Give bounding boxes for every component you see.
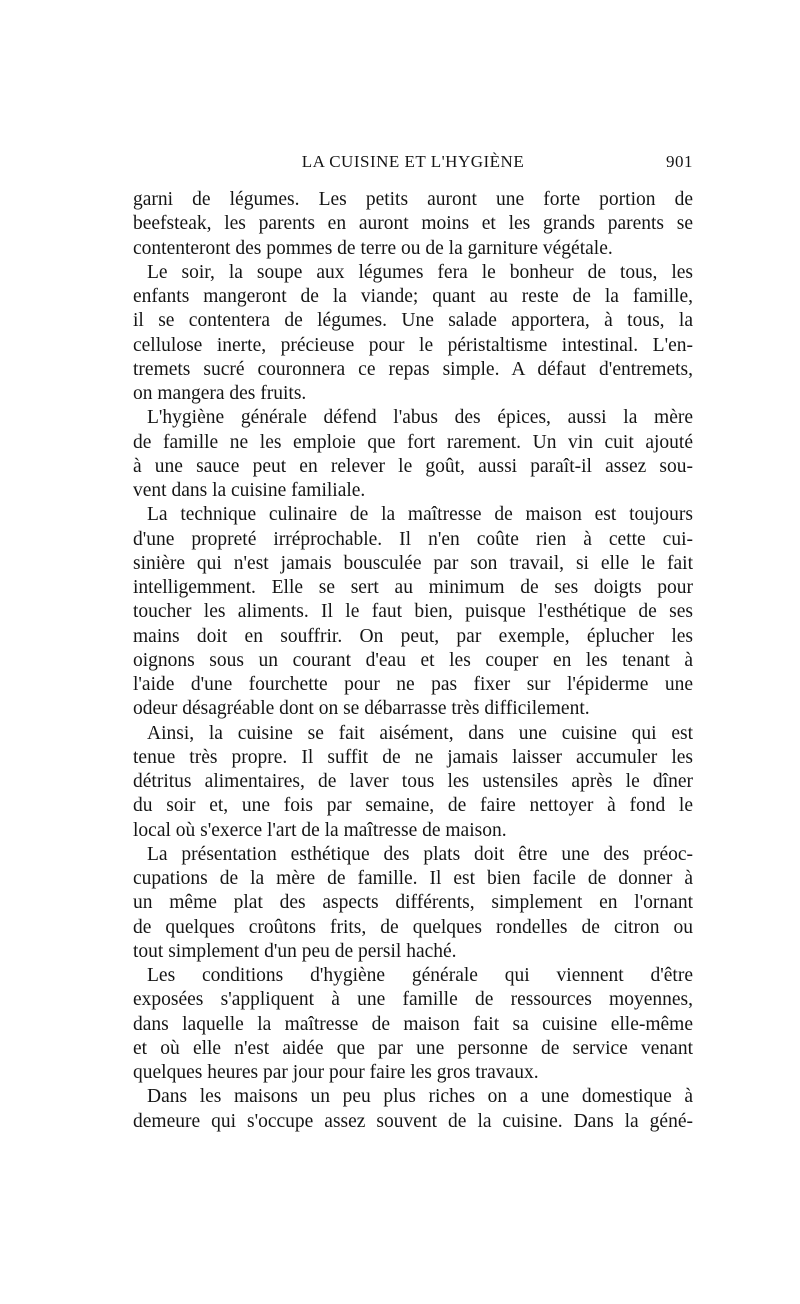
- text-line: odeur désagréable dont on se débarrasse très difficilement.: [133, 698, 590, 720]
- text-line: demeure qui s'occupe assez souvent de la cuisine. Dans la géné-: [133, 1110, 693, 1132]
- text-line: toucher les aliments. Il le faut bien, puisque l'esthétique de ses: [133, 601, 693, 623]
- running-title: LA CUISINE ET L'HYGIÈNE: [301, 152, 525, 171]
- paragraph: [133, 261, 693, 407]
- body-text: [133, 188, 693, 1134]
- text-line: Ainsi, la cuisine se fait aisément, dans une cuisine qui est: [147, 722, 693, 744]
- text-line: oignons sous un courant d'eau et les couper en les tenant à: [133, 649, 693, 671]
- text-line: du soir et, une fois par semaine, de faire nettoyer à fond le: [133, 795, 693, 817]
- text-line: tenue très propre. Il suffit de ne jamais laisser accumuler les: [133, 746, 693, 768]
- text-line: l'aide d'une fourchette pour ne pas fixer sur l'épiderme une: [133, 674, 693, 695]
- paragraph: [133, 722, 693, 843]
- text-line: tout simplement d'un peu de persil haché.: [133, 940, 457, 962]
- text-line: Le soir, la soupe aux légumes fera le bonheur de tous, les: [147, 261, 693, 283]
- text-line: beefsteak, les parents en auront moins et les grands parents se: [133, 213, 693, 235]
- text-line: de famille ne les emploie que fort rarement. Un vin cuit ajouté: [133, 431, 693, 453]
- text-line: dans laquelle la maîtresse de maison fait sa cuisine elle-même: [133, 1013, 693, 1035]
- text-line: détritus alimentaires, de laver tous les ustensiles après le dîner: [133, 771, 693, 792]
- text-line: cupations de la mère de famille. Il est bien facile de donner à: [133, 868, 693, 889]
- text-line: mains doit en souffrir. On peut, par exemple, éplucher les: [133, 625, 693, 647]
- text-line: La présentation esthétique des plats doit être une des préoc-: [147, 843, 693, 865]
- text-line: quelques heures par jour pour faire les gros travaux.: [133, 1062, 539, 1083]
- text-line: intelligemment. Elle se sert au minimum de ses doigts pour: [133, 577, 693, 598]
- paragraph: [133, 188, 693, 261]
- text-line: et où elle n'est aidée que par une personne de service venant: [133, 1037, 693, 1059]
- text-line: Dans les maisons un peu plus riches on a une domestique à: [147, 1086, 693, 1108]
- text-line: contenteront des pommes de terre ou de la garniture végétale.: [133, 237, 613, 259]
- text-line: à une sauce peut en relever le goût, aussi paraît-il assez sou-: [133, 455, 693, 477]
- paragraph: [133, 964, 693, 1085]
- text-line: garni de légumes. Les petits auront une forte portion de: [133, 189, 693, 210]
- text-line: on mangera des fruits.: [133, 383, 307, 404]
- text-line: cellulose inerte, précieuse pour le péristaltisme intestinal. L'en-: [133, 334, 693, 356]
- paragraph: [133, 1085, 693, 1134]
- text-line: il se contentera de légumes. Une salade apportera, à tous, la: [133, 310, 693, 332]
- text-line: enfants mangeront de la viande; quant au reste de la famille,: [133, 286, 693, 307]
- text-line: L'hygiène générale défend l'abus des épices, aussi la mère: [147, 407, 693, 429]
- paragraph: [133, 406, 693, 503]
- running-header: [133, 150, 693, 180]
- text-line: sinière qui n'est jamais bousculée par son travail, si elle le fait: [133, 552, 693, 574]
- page-number: 901: [666, 152, 693, 171]
- paragraph: [133, 503, 693, 721]
- text-line: exposées s'appliquent à une famille de ressources moyennes,: [133, 989, 693, 1011]
- text-line: Les conditions d'hygiène générale qui viennent d'être: [147, 965, 693, 986]
- text-line: local où s'exerce l'art de la maîtresse de maison.: [133, 819, 507, 841]
- text-line: vent dans la cuisine familiale.: [133, 480, 366, 501]
- text-line: un même plat des aspects différents, simplement en l'ornant: [133, 892, 693, 914]
- paragraph: [133, 843, 693, 964]
- text-line: La technique culinaire de la maîtresse de maison est toujours: [147, 504, 693, 526]
- text-line: d'une propreté irréprochable. Il n'en coûte rien à cette cui-: [133, 528, 693, 550]
- text-line: tremets sucré couronnera ce repas simple. A défaut d'entremets,: [133, 358, 693, 380]
- text-line: de quelques croûtons frits, de quelques rondelles de citron ou: [133, 916, 693, 938]
